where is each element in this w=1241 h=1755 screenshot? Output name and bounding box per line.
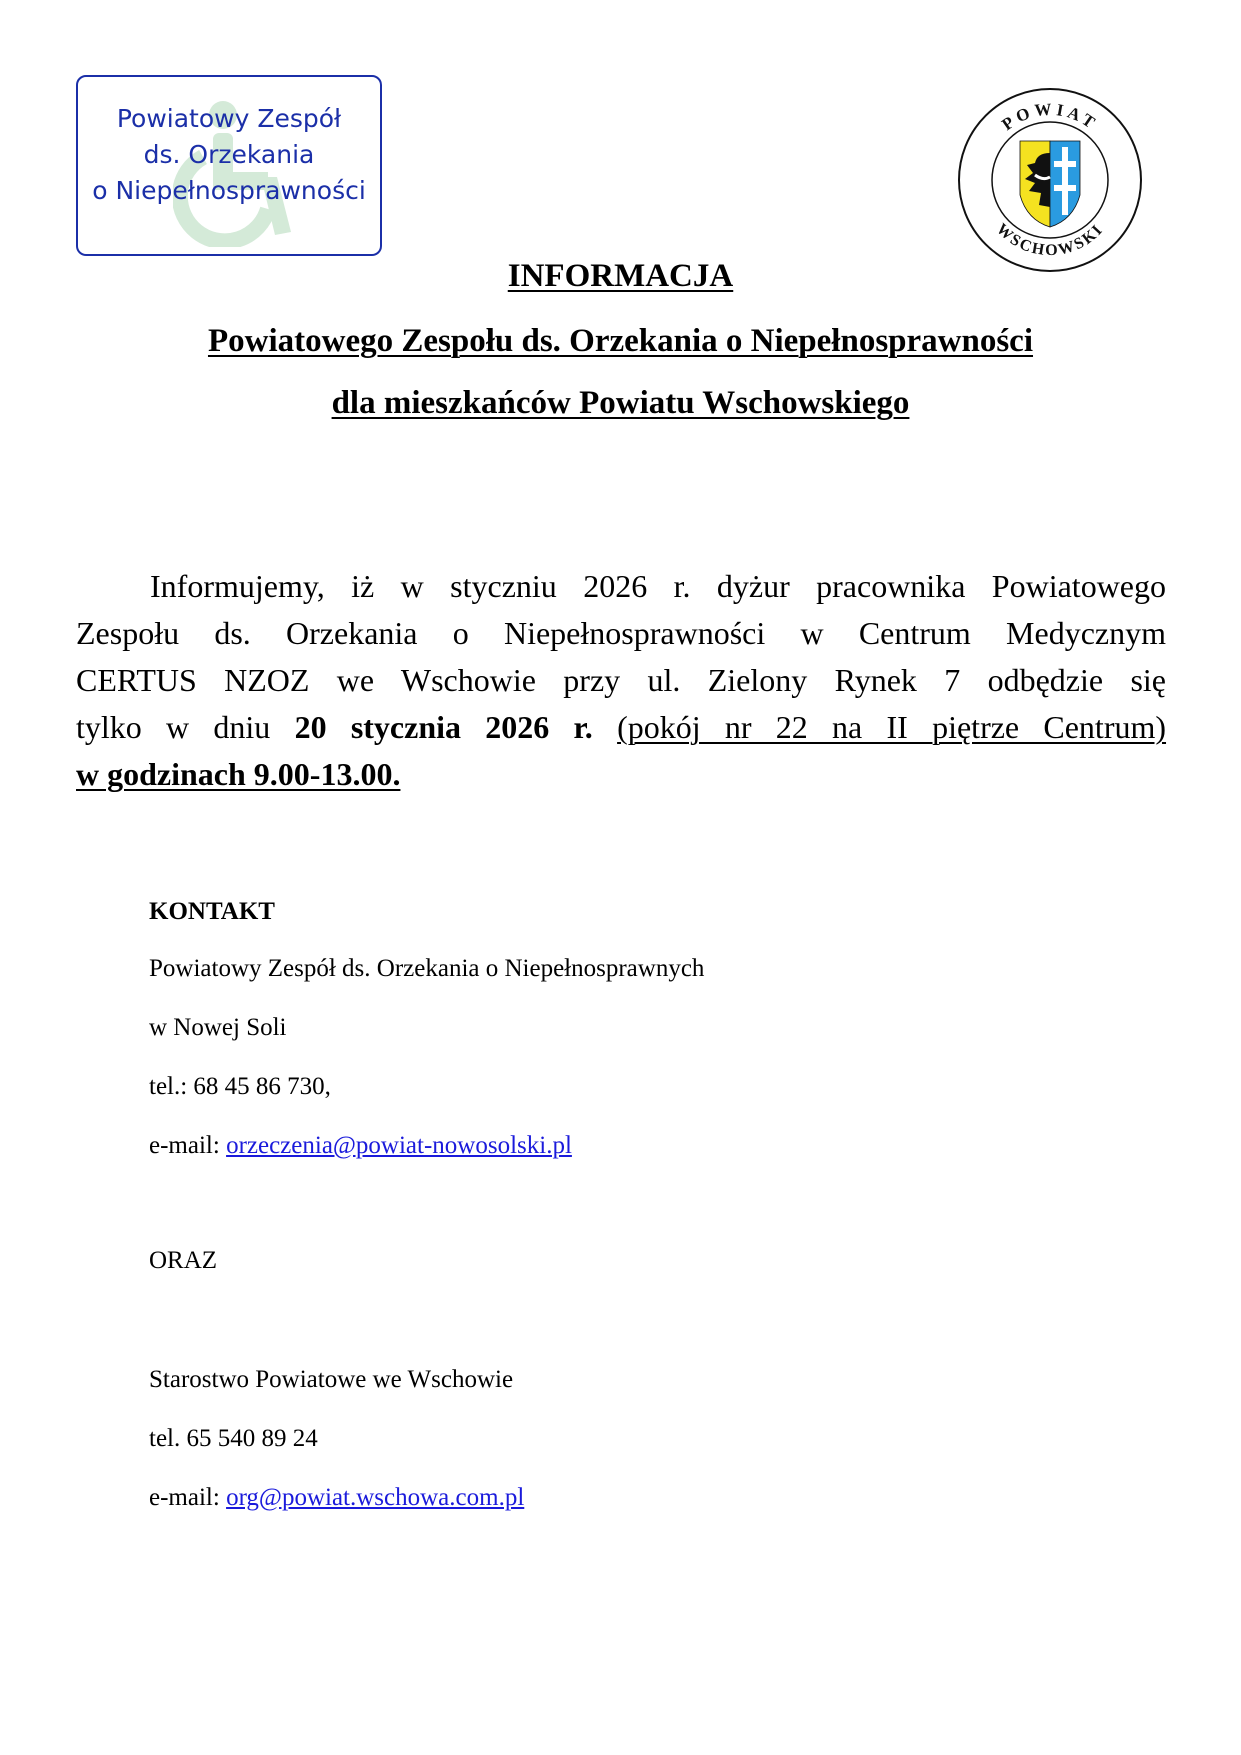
logo-line-1: Powiatowy Zespół [116, 104, 342, 133]
pzon-logo [76, 75, 382, 256]
org2-phone: tel. 65 540 89 24 [149, 1425, 318, 1452]
org1-email-row [149, 1131, 572, 1161]
org1-phone: tel.: 68 45 86 730, [149, 1073, 331, 1100]
powiat-wschowski-emblem [955, 85, 1145, 275]
document-subtitle-2: dla mieszkańców Powiatu Wschowskiego [331, 385, 910, 421]
document-subtitle-1: Powiatowego Zespołu ds. Orzekania o Niepełnosprawności [207, 323, 1034, 359]
org1-email-link[interactable]: orzeczenia@powiat-nowosolski.pl [226, 1132, 572, 1159]
emblem-top-text: POWIAT [998, 99, 1102, 135]
announcement-paragraph [76, 563, 1166, 798]
coat-of-arms-icon [955, 85, 1145, 275]
logo-line-2: ds. Orzekania [143, 140, 315, 169]
document-title: INFORMACJA [507, 258, 734, 294]
separator-oraz: ORAZ [149, 1247, 218, 1274]
line4-text: tylko w dniu [76, 709, 295, 745]
org1-name: Powiatowy Zespół ds. Orzekania o Niepełnosprawnych [149, 955, 705, 982]
org2-email-row [149, 1483, 524, 1513]
org1-city: w Nowej Soli [149, 1014, 287, 1041]
paragraph-line-4 [76, 704, 1166, 751]
paragraph-line-2: Zespołu ds. Orzekania o Niepełnosprawności w Centrum Medycznym [76, 615, 1166, 651]
contact-heading: KONTAKT [149, 898, 275, 925]
org2-name: Starostwo Powiatowe we Wschowie [149, 1366, 514, 1393]
paragraph-line-3: CERTUS NZOZ we Wschowie przy ul. Zielony Rynek 7 odbędzie się [76, 662, 1166, 698]
room-info: (pokój nr 22 na II piętrze Centrum) [617, 709, 1167, 745]
duty-hours: w godzinach 9.00-13.00. [76, 756, 401, 792]
paragraph-line-1: Informujemy, iż w styczniu 2026 r. dyżur pracownika Powiatowego [150, 568, 1166, 604]
org2-email-link[interactable]: org@powiat.wschowa.com.pl [226, 1484, 525, 1511]
emblem-bottom-text: WSCHOWSKI [992, 220, 1107, 260]
duty-date: 20 stycznia 2026 r. [294, 709, 593, 745]
email-label: e-mail: [149, 1132, 227, 1159]
email-label: e-mail: [149, 1484, 227, 1511]
logo-line-3: o Niepełnosprawności [92, 176, 366, 205]
